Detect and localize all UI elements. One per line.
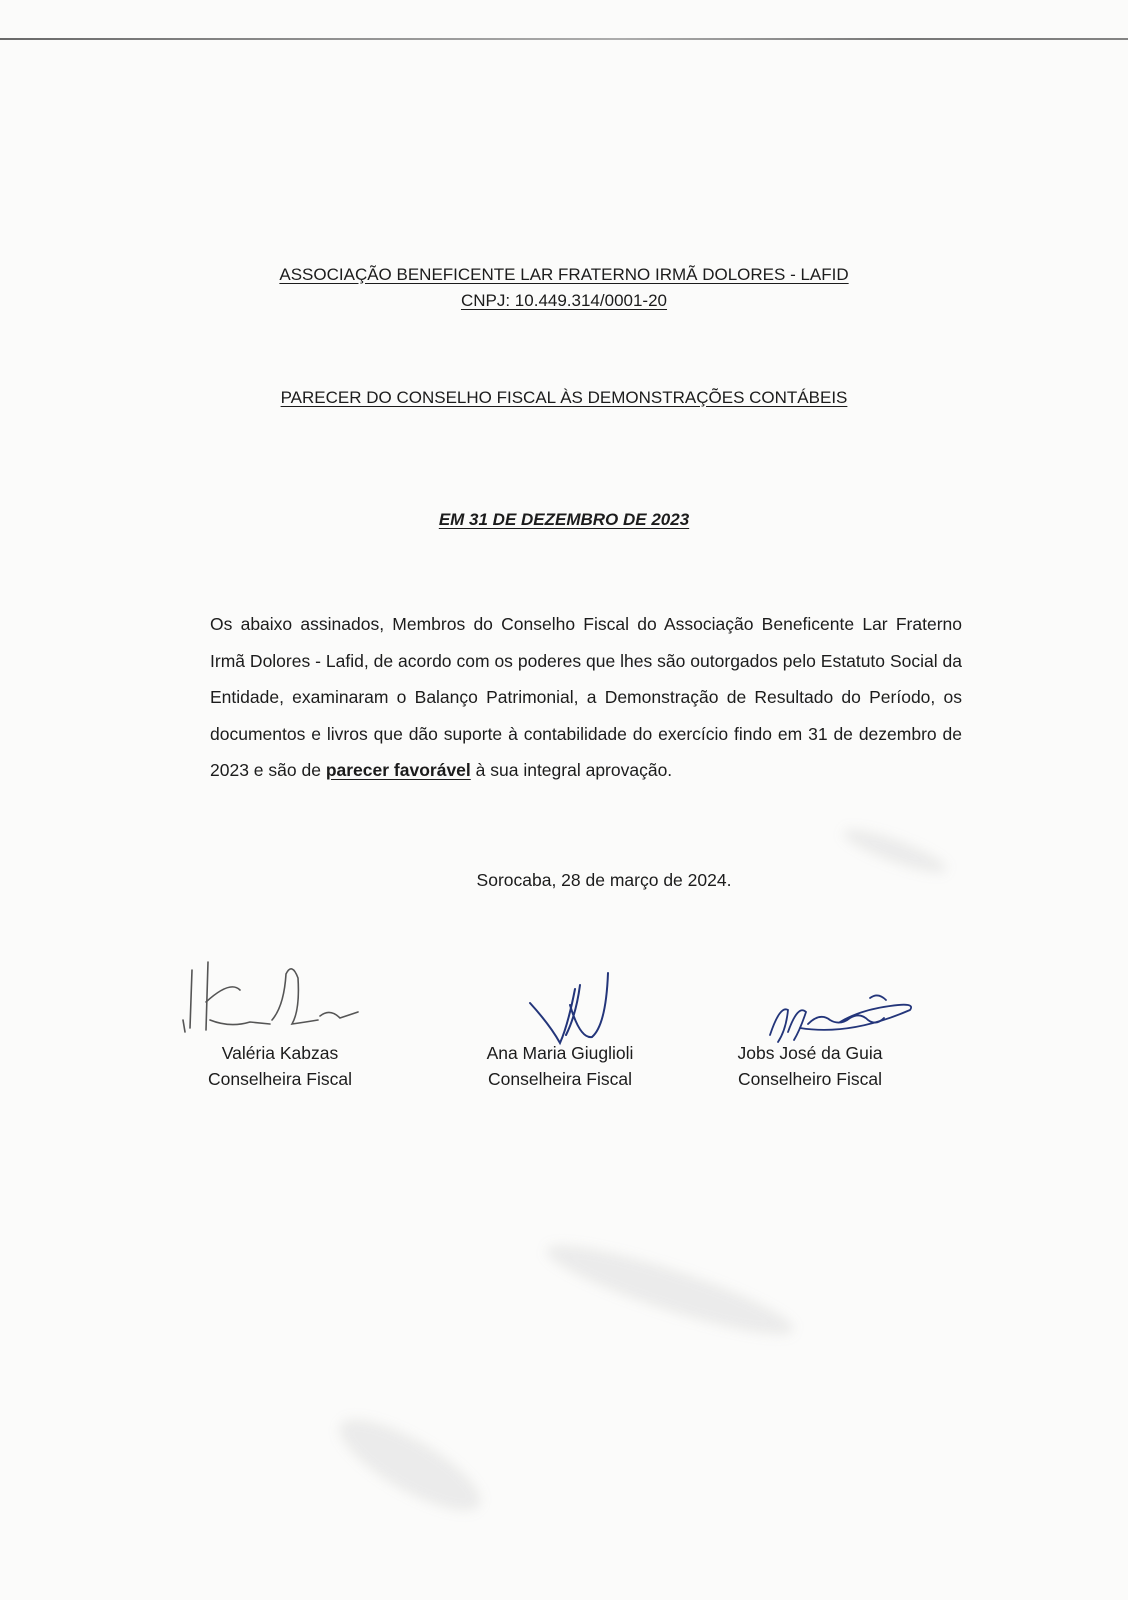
document-title xyxy=(0,388,1128,408)
place-date: Sorocaba, 28 de março de 2024. xyxy=(476,870,732,890)
title-text: PARECER DO CONSELHO FISCAL ÀS DEMONSTRAÇÕES CONTÁBEIS xyxy=(280,388,848,407)
cnpj: CNPJ: 10.449.314/0001-20 xyxy=(460,291,668,310)
signer-3-name: Jobs José da Guia xyxy=(737,1043,883,1063)
reference-date xyxy=(0,510,1128,530)
body-paragraph xyxy=(210,606,962,789)
signer-1-name: Valéria Kabzas xyxy=(221,1043,339,1063)
signer-3-role: Conselheiro Fiscal xyxy=(738,1069,882,1089)
signer-2 xyxy=(460,1040,660,1092)
signer-2-name: Ana Maria Giuglioli xyxy=(486,1043,634,1063)
signer-1 xyxy=(200,1040,360,1092)
header xyxy=(0,262,1128,314)
org-name: ASSOCIAÇÃO BENEFICENTE LAR FRATERNO IRMÃ DOLORES - LAFID xyxy=(279,265,849,284)
top-rule xyxy=(0,38,1128,40)
paper-smudge xyxy=(328,1403,492,1526)
body-emphasis: parecer favorável xyxy=(325,760,471,780)
signer-2-role: Conselheira Fiscal xyxy=(488,1069,632,1089)
body-text-start: Os abaixo assinados, Membros do Conselho Fiscal do Associação Beneficente Lar Fraterno Irmã Dolores - Lafid, de acordo com os poderes que lhes são outorgados pelo Estatuto Social da Entidade, examinaram o Balanço Patrimonial, a Demonstração de Resultado do Período, os documentos e livros que dão suporte à contabilidade do exercício findo em 31 de dezembro de 2023 e são de xyxy=(210,614,962,780)
signer-1-role: Conselheira Fiscal xyxy=(208,1069,352,1089)
body-text-end: à sua integral aprovação. xyxy=(475,760,673,780)
signature-1 xyxy=(180,950,380,1040)
reference-date-text: EM 31 DE DEZEMBRO DE 2023 xyxy=(438,510,690,529)
signer-3 xyxy=(720,1040,900,1092)
paper-smudge xyxy=(540,1231,800,1349)
